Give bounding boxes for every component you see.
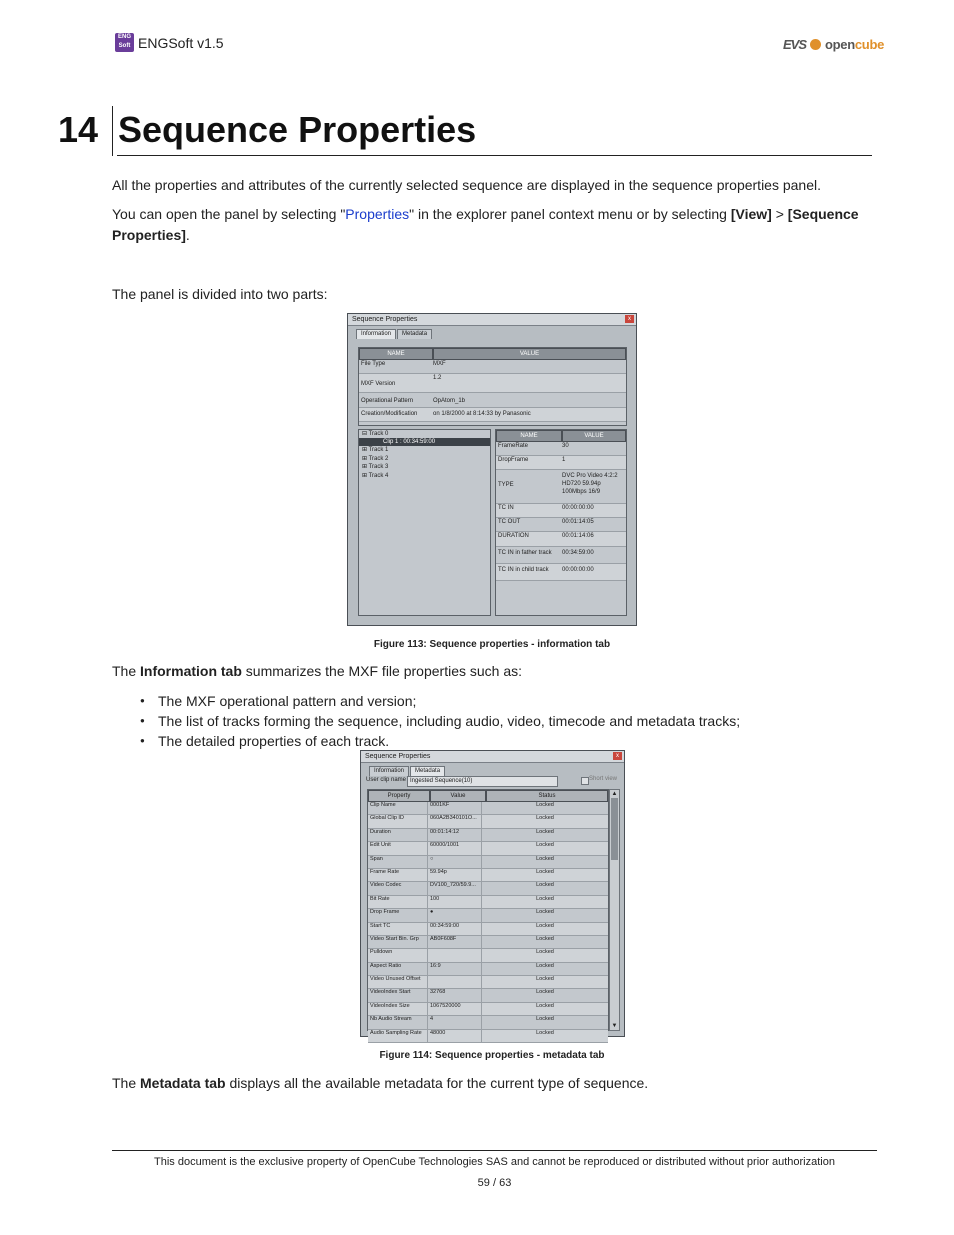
table-row: TC IN in father track 00:34:59:00 (496, 547, 626, 564)
status-cell: Locked (536, 922, 554, 929)
figure-114-caption: Figure 114: Sequence properties - metadata tab (379, 1050, 605, 1061)
status-cell: Locked (536, 1002, 554, 1009)
track-properties-grid (495, 429, 627, 616)
property-cell: Frame Rate (368, 869, 428, 881)
property-cell: Span (368, 856, 428, 868)
value-cell: 100 (428, 896, 482, 908)
table-row[interactable] (368, 856, 608, 869)
short-view-label: Short view (589, 776, 618, 782)
property-cell: Aspect Ratio (368, 963, 428, 975)
tree-item-clip-1[interactable]: Clip 1 : 00:34:59:00 (359, 438, 490, 446)
header-title: ENGSoft v1.5 (138, 35, 224, 51)
footer-rule (112, 1150, 877, 1151)
status-cell: Locked (536, 1029, 554, 1036)
opencube-logo-text: opencube (825, 36, 885, 52)
table-row: TYPE DVC Pro Video 4:2:2 HD720 59.94p 100Mbps 16/9 (496, 470, 626, 504)
page-number: 59 / 63 (477, 1177, 512, 1189)
property-cell: Clip Name (368, 802, 428, 814)
intro-paragraph-3: The panel is divided into two parts: (112, 286, 328, 302)
property-cell: Duration (368, 829, 428, 841)
clip-name-label: User clip name (366, 777, 407, 783)
table-row[interactable] (368, 936, 608, 949)
heading-rule (117, 155, 872, 156)
table-row[interactable] (368, 829, 608, 842)
value-column-header: VALUE (433, 348, 626, 360)
status-cell: Locked (536, 828, 554, 835)
logo-text-bottom: Soft (118, 43, 131, 49)
window-titlebar: Sequence Properties (348, 314, 636, 326)
property-cell: Video Unused Offset (368, 976, 428, 988)
status-cell: Locked (536, 949, 554, 956)
intro-paragraph-2: You can open the panel by selecting "Properties" in the explorer panel context menu or by selecting [View] > [Sequence Properties]. (112, 206, 859, 243)
property-cell: Edit Unit (368, 842, 428, 854)
status-cell: Locked (536, 989, 554, 996)
property-cell: Start TC (368, 923, 428, 935)
value-cell: 48000 (428, 1030, 482, 1042)
status-cell: Locked (536, 855, 554, 862)
table-row: TC IN 00:00:00:00 (496, 504, 626, 518)
value-cell: 32768 (428, 989, 482, 1001)
property-cell: Video Codec (368, 882, 428, 894)
table-row[interactable] (368, 989, 608, 1002)
tree-item-track-4[interactable]: ⊞ Track 4 (362, 472, 389, 479)
status-cell: Locked (536, 1016, 554, 1023)
table-row[interactable] (368, 1016, 608, 1029)
value-cell: 1067520000 (428, 1003, 482, 1015)
table-row: MXF Version 1.2 (359, 374, 626, 393)
table-row[interactable] (368, 842, 608, 855)
table-row[interactable] (368, 949, 608, 962)
value-cell: 4 (428, 1016, 482, 1028)
metadata-grid (367, 789, 609, 1036)
tab-metadata[interactable]: Metadata (397, 329, 432, 339)
chapter-number: 14 (58, 109, 99, 150)
value-cell: 00:01:14:12 (428, 829, 482, 841)
close-icon[interactable]: x (625, 315, 634, 323)
status-cell: Locked (536, 882, 554, 889)
table-row[interactable] (368, 802, 608, 815)
clip-name-input[interactable]: Ingested Sequence(10) (407, 776, 558, 787)
file-properties-grid (358, 347, 627, 426)
table-row: File Type MXF (359, 360, 626, 374)
metadata-tab-paragraph: The Metadata tab displays all the available metadata for the current type of sequence. (112, 1075, 649, 1091)
table-row: FrameRate 30 (496, 442, 626, 456)
list-item: ● The MXF operational pattern and version; (112, 691, 872, 711)
short-view-checkbox[interactable] (581, 777, 589, 785)
table-row: DropFrame 1 (496, 456, 626, 470)
intro-paragraph-1: All the properties and attributes of the currently selected sequence are displayed in the sequence properties panel. (112, 177, 821, 193)
name-column-header: NAME (359, 348, 433, 360)
window-titlebar: Sequence Properties (361, 751, 624, 763)
value-cell (428, 949, 482, 961)
value-cell: ● (428, 909, 482, 921)
property-cell: Pulldown (368, 949, 428, 961)
value-cell: AB0F608F (428, 936, 482, 948)
status-cell: Locked (536, 976, 554, 983)
table-row[interactable] (368, 909, 608, 922)
figure-113-caption: Figure 113: Sequence properties - information tab (373, 639, 611, 650)
table-row[interactable] (368, 923, 608, 936)
sequence-properties-window-info (347, 313, 637, 626)
scrollbar-thumb[interactable] (611, 798, 618, 860)
property-cell: VideoIndex Size (368, 1003, 428, 1015)
table-row: Creation/Modification on 1/8/2000 at 8:14:33 by Panasonic (359, 408, 626, 422)
close-icon[interactable]: x (613, 752, 622, 760)
information-tab-paragraph: The Information tab summarizes the MXF file properties such as: (112, 663, 523, 679)
value-cell (428, 976, 482, 988)
sequence-properties-window-metadata (360, 750, 625, 1037)
value-column-header: Value (430, 790, 486, 802)
scroll-up-icon[interactable]: ▲ (611, 791, 618, 797)
chapter-title: Sequence Properties (118, 109, 477, 150)
value-cell: 0001KF (428, 802, 482, 814)
status-cell: Locked (536, 842, 554, 849)
table-row: DURATION 00:01:14:06 (496, 532, 626, 547)
status-cell: Locked (536, 935, 554, 942)
value-column-header: VALUE (562, 430, 626, 442)
value-cell: 16:9 (428, 963, 482, 975)
table-row[interactable] (368, 869, 608, 882)
property-column-header: Property (368, 790, 430, 802)
property-cell: Audio Sampling Rate (368, 1030, 428, 1042)
tab-information[interactable]: Information (356, 329, 396, 339)
heading-divider (112, 106, 113, 156)
bullet-list (112, 691, 872, 751)
value-cell: 60000/1001 (428, 842, 482, 854)
tree-item-track-1[interactable]: ⊞ Track 1 (362, 447, 389, 453)
value-cell: DV100_720/59.9... (428, 882, 482, 894)
table-row[interactable] (368, 1003, 608, 1016)
scroll-down-icon[interactable]: ▼ (611, 1023, 618, 1029)
status-column-header: Status (486, 790, 608, 802)
value-cell: 060A2B340101O... (428, 815, 482, 827)
status-cell: Locked (536, 815, 554, 822)
property-cell: Video Start Bin. Grp (368, 936, 428, 948)
table-row: Operational Pattern OpAtom_1b (359, 393, 626, 408)
table-row[interactable] (368, 963, 608, 976)
evs-opencube-logo (783, 33, 884, 55)
tree-item-track-0[interactable]: ⊟ Track 0 (362, 431, 389, 437)
footer-notice: This document is the exclusive property of OpenCube Technologies SAS and cannot be reproduced or distributed without prior authorization (154, 1156, 835, 1168)
table-row[interactable] (368, 815, 608, 828)
table-row[interactable] (368, 882, 608, 895)
tab-information[interactable]: Information (369, 766, 409, 776)
list-item: ● The list of tracks forming the sequence, including audio, video, timecode and metadata tracks; (112, 711, 872, 731)
table-row: TC IN in child track 00:00:00:00 (496, 564, 626, 581)
list-item: ● The detailed properties of each track. (112, 731, 872, 751)
table-row[interactable] (368, 1030, 608, 1043)
tree-item-track-3[interactable]: ⊞ Track 3 (362, 464, 389, 470)
table-row[interactable] (368, 896, 608, 909)
properties-link[interactable]: Properties (345, 206, 410, 222)
tree-item-track-2[interactable]: ⊞ Track 2 (362, 455, 389, 462)
table-row: TC OUT 00:01:14:05 (496, 518, 626, 532)
opencube-logo-icon (810, 39, 821, 50)
property-cell: Global Clip ID (368, 815, 428, 827)
engsoft-logo-icon (115, 33, 134, 52)
logo-text-top: ENG (117, 34, 131, 40)
property-cell: Drop Frame (368, 909, 428, 921)
track-tree (358, 429, 491, 616)
status-cell: Locked (536, 895, 554, 902)
status-cell: Locked (536, 802, 554, 808)
property-cell: VideoIndex Start (368, 989, 428, 1001)
value-cell: 00:34:59:00 (428, 923, 482, 935)
property-cell: Bit Rate (368, 896, 428, 908)
status-cell: Locked (536, 909, 554, 916)
table-row[interactable] (368, 976, 608, 989)
tab-metadata[interactable]: Metadata (410, 766, 445, 776)
status-cell: Locked (536, 962, 554, 969)
property-cell: Nb Audio Stream (368, 1016, 428, 1028)
status-cell: Locked (536, 868, 554, 875)
metadata-scrollbar[interactable] (609, 789, 620, 1031)
value-cell: 59.94p (428, 869, 482, 881)
evs-logo-text: EVS (783, 36, 807, 52)
name-column-header: NAME (496, 430, 562, 442)
value-cell: ○ (428, 856, 482, 868)
